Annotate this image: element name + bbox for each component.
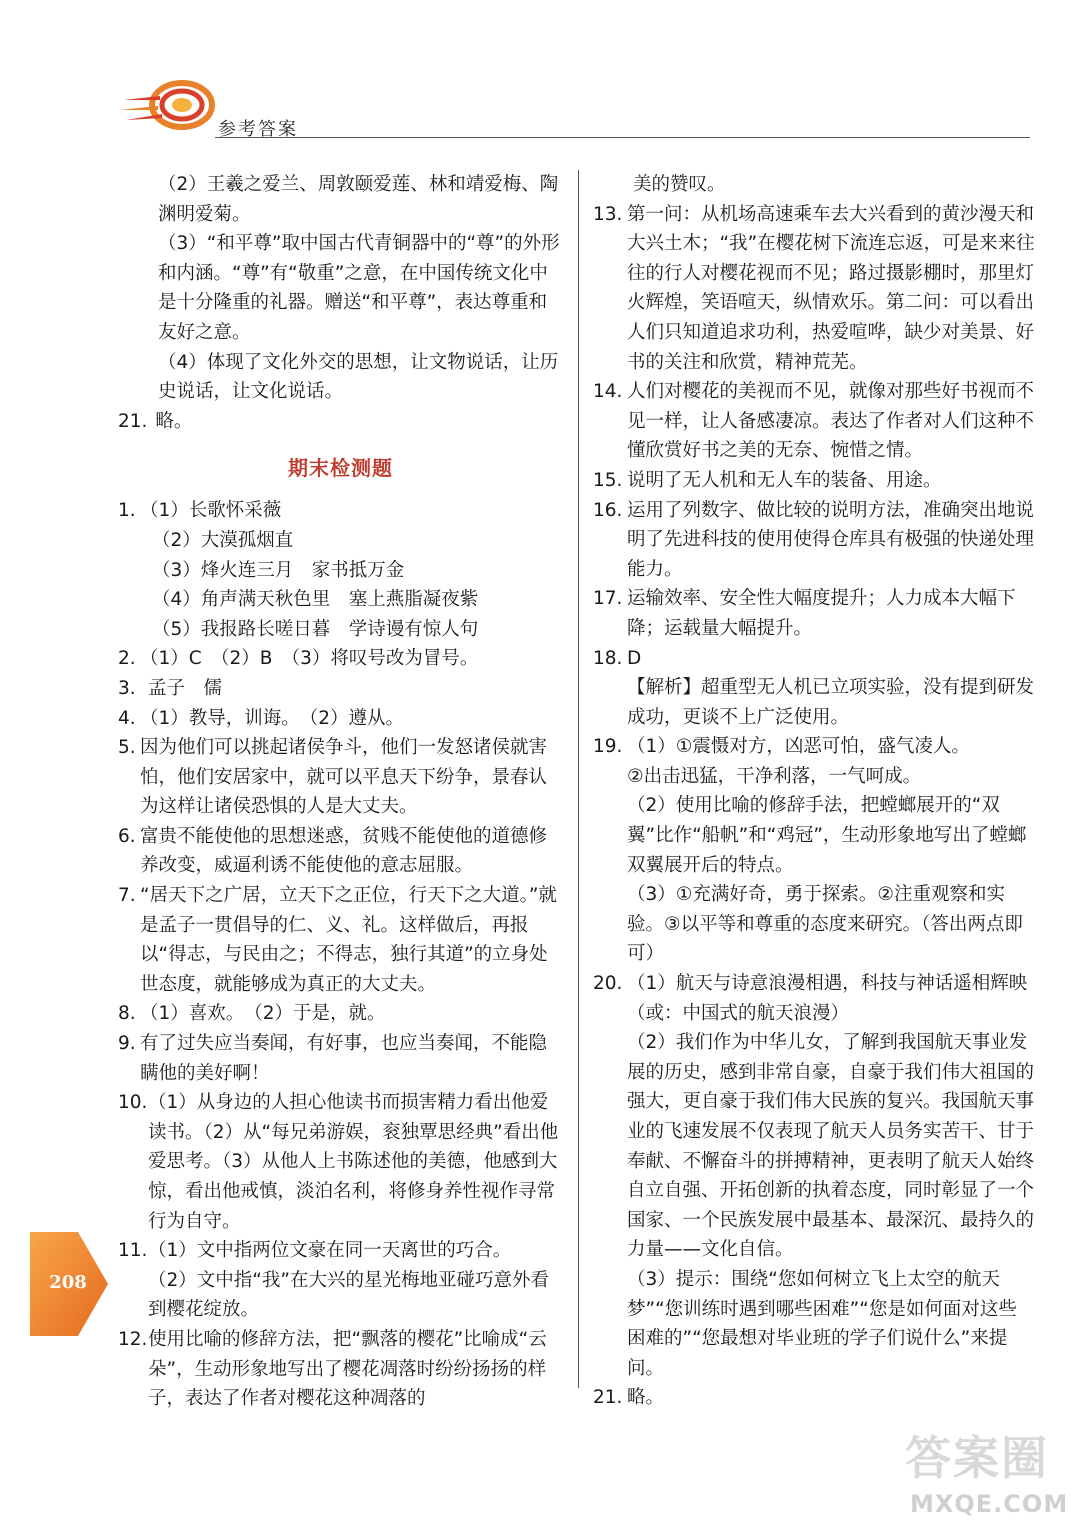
answer-text: （1）①震慑对方，凶恶可怕，盛气凌人。 xyxy=(627,736,970,758)
answer-text: （2）文中指“我”在大兴的星光梅地亚碰巧意外看到樱花绽放。 xyxy=(148,1269,549,1321)
watermark-url: MXQE.COM xyxy=(910,1490,1069,1518)
answer-item xyxy=(118,999,563,1029)
answer-text: （3）①充满好奇，勇于探索。②注重观察和实验。③以平等和尊重的态度来研究。（答出两点即可） xyxy=(627,884,1023,965)
answer-item xyxy=(593,377,1035,466)
section-title: 期末检测题 xyxy=(288,456,393,481)
answer-number: 15. xyxy=(593,469,623,491)
answer-20-part-4: （4）体现了文化外交的思想，让文物说话，让历史说话，让文化说话。 xyxy=(158,351,559,403)
answer-text: ②出击迅猛，干净利落，一气呵成。 xyxy=(627,765,922,787)
answer-text: （1）文中指两位文豪在同一天离世的巧合。 xyxy=(148,1240,512,1262)
left-column xyxy=(118,170,563,1414)
answer-text: （1）C （2）B （3）将叹号改为冒号。 xyxy=(140,648,479,670)
answer-number: 13. xyxy=(593,203,623,225)
answer-text: 运用了列数字、做比较的说明方法，准确突出地说明了先进科技的使用使得仓库具有极强的快递处理能力。 xyxy=(627,499,1035,580)
page-number: 208 xyxy=(49,1272,87,1293)
column-divider xyxy=(578,170,579,1388)
answer-number: 16. xyxy=(593,499,623,521)
answer-number: 21. xyxy=(118,410,148,432)
answer-item xyxy=(118,1029,563,1088)
answer-text: D xyxy=(627,647,642,669)
answer-item xyxy=(593,969,1035,1383)
answer-item xyxy=(118,1088,563,1236)
poem-line: （4）角声满天秋色里 塞上燕脂凝夜紫 xyxy=(152,589,479,611)
right-column xyxy=(593,170,1035,1413)
answer-text: 富贵不能使他的思想迷惑，贫贱不能使他的道德修养改变，威逼利诱不能使他的意志屈服。 xyxy=(140,825,548,877)
header-divider xyxy=(215,137,1030,138)
answer-item xyxy=(593,644,1035,674)
answer-number: 4. xyxy=(118,707,136,729)
answer-lines xyxy=(627,969,1035,1383)
header-title: 参考答案 xyxy=(218,119,298,140)
answer-number: 20. xyxy=(593,973,623,995)
answer-number: 18. xyxy=(593,647,623,669)
answer-analysis: 【解析】超重型无人机已立项实验，没有提到研发成功，更谈不上广泛使用。 xyxy=(627,677,1035,728)
answer-number: 2. xyxy=(118,648,136,670)
answer-item xyxy=(593,466,1035,496)
answer-text: 人们对樱花的美视而不见，就像对那些好书视而不见一样，让人备感凄凉。表达了作者对人们这种不懂欣赏好书之美的无奈、惋惜之情。 xyxy=(627,381,1035,462)
answer-text: “居天下之广居，立天下之正位，行天下之大道。”就是孟子一贯倡导的仁、义、礼。这样做后，再报以“得志，与民由之；不得志，独行其道”的立身处世态度，就能够成为真正的大丈夫。 xyxy=(140,885,557,995)
answer-continuation: 美的赞叹。 xyxy=(633,174,726,195)
answer-number: 12. xyxy=(118,1328,148,1350)
answer-item xyxy=(118,704,563,734)
answer-number: 9. xyxy=(118,1033,136,1055)
answer-number: 3. xyxy=(118,677,136,699)
answer-text: （3）提示：围绕“您如何树立飞上太空的航天梦”“您训练时遇到哪些困难”“您是如何面对这些困难的”“您最想对毕业班的学子们说什么”来提问。 xyxy=(627,1268,1017,1379)
answer-item xyxy=(593,200,1035,378)
answer-text: 使用比喻的修辞方法，把“飘落的樱花”比喻成“云朵”，生动形象地写出了樱花凋落时纷纷扬扬的样子，表达了作者对樱花这种凋落的 xyxy=(148,1328,547,1410)
answer-item xyxy=(593,1383,1035,1413)
answer-lines xyxy=(140,496,563,644)
answer-text: 运输效率、安全性大幅度提升；人力成本大幅下降；运载量大幅提升。 xyxy=(627,588,1016,639)
answer-text: 略。 xyxy=(155,410,193,432)
answer-item xyxy=(118,496,563,644)
answer-20-part-2: （2）王羲之爱兰、周敦颐爱莲、林和靖爱梅、陶渊明爱菊。 xyxy=(158,174,559,225)
answer-item xyxy=(593,732,1035,969)
answer-number: 7. xyxy=(118,885,136,907)
poem-line: （1）长歌怀采薇 xyxy=(140,500,282,522)
answer-text: （2）我们作为中华儿女，了解到我国航天事业发展的历史，感到非常自豪，自豪于我们伟大祖国的强大，更自豪于我们伟大民族的复兴。我国航天事业的飞速发展不仅表现了航天人员务实苦干、甘于奉献、不懈奋斗的拼搏精神，更表明了航天人始终自立自强、开拓创新的执着态度，同时彰显了一个国家、一个民族发展中最基本、最深沉、最持久的力量——文化自信。 xyxy=(627,1032,1035,1261)
answer-text: 有了过失应当奏闻，有好事，也应当奏闻，不能隐瞒他的美好啊！ xyxy=(140,1033,548,1084)
watermark-logo: 答案圈 xyxy=(905,1431,1049,1485)
answer-text: （1）教导，训诲。 （2）遵从。 xyxy=(140,707,405,729)
answer-item xyxy=(118,1236,563,1325)
answer-item xyxy=(118,822,563,881)
answer-text: 说明了无人机和无人车的装备、用途。 xyxy=(627,469,942,491)
answer-text: （1）航天与诗意浪漫相遇，科技与神话遥相辉映（或：中国式的航天浪漫） xyxy=(627,973,1028,1024)
poem-line: （5）我报路长嗟日暮 学诗谩有惊人句 xyxy=(152,618,479,640)
poem-line: （3）烽火连三月 家书抵万金 xyxy=(152,559,405,581)
answer-text: （1）喜欢。 （2）于是，就。 xyxy=(140,1003,386,1025)
answer-number: 1. xyxy=(118,500,136,522)
answer-item xyxy=(118,674,563,704)
answer-text: 因为他们可以挑起诸侯争斗，他们一发怒诸侯就害怕，他们安居家中，就可以平息天下纷争，景春认为这样让诸侯恐惧的人是大丈夫。 xyxy=(140,737,548,818)
answer-number: 17. xyxy=(593,588,623,610)
answer-item xyxy=(593,584,1035,643)
answer-item xyxy=(118,644,563,674)
answer-number: 11. xyxy=(118,1240,148,1262)
answer-text: （1）从身边的人担心他读书而损害精力看出他爱读书。（2）从“每兄弟游娱，衮独覃思经典”看出他爱思考。（3）从他人上书陈述他的美德，他感到大惊，看出他戒慎，淡泊名利，将修身养性视作寻常行为自守。 xyxy=(148,1092,559,1232)
answer-item xyxy=(118,407,563,437)
answer-text: 略。 xyxy=(627,1387,665,1409)
answer-number: 10. xyxy=(118,1092,148,1114)
answer-number: 8. xyxy=(118,1003,136,1025)
poem-line: （2）大漠孤烟直 xyxy=(152,529,294,551)
answer-item xyxy=(118,733,563,822)
answer-number: 19. xyxy=(593,736,623,758)
answer-item xyxy=(593,496,1035,585)
answer-20-part-3: （3）“和平尊”取中国古代青铜器中的“尊”的外形和内涵。“尊”有“敬重”之意，在中国传统文化中是十分隆重的礼器。赠送“和平尊”，表达尊重和友好之意。 xyxy=(158,233,560,343)
answer-text: 孟子 儒 xyxy=(148,677,223,699)
publisher-logo-icon xyxy=(120,70,220,140)
answer-number: 14. xyxy=(593,381,623,403)
answer-number: 5. xyxy=(118,737,136,759)
answer-lines xyxy=(627,732,1035,969)
answer-text: 第一问：从机场高速乘车去大兴看到的黄沙漫天和大兴土木；“我”在樱花树下流连忘返，可是来来往往的行人对樱花视而不见；路过摄影棚时，那里灯火辉煌，笑语喧天，纵情欢乐。第二问：可以看出人们只知道追求功利，热爱喧哗，缺少对美景、好书的关注和欣赏，精神荒芜。 xyxy=(627,203,1035,373)
answer-item xyxy=(118,881,563,999)
answer-text: （2）使用比喻的修辞手法，把螳螂展开的“双翼”比作“船帆”和“鸡冠”，生动形象地写出了螳螂双翼展开后的特点。 xyxy=(627,795,1027,876)
answer-lines xyxy=(148,1236,563,1325)
answer-item xyxy=(118,1325,563,1414)
answer-number: 21. xyxy=(593,1387,623,1409)
answer-number: 6. xyxy=(118,825,136,847)
